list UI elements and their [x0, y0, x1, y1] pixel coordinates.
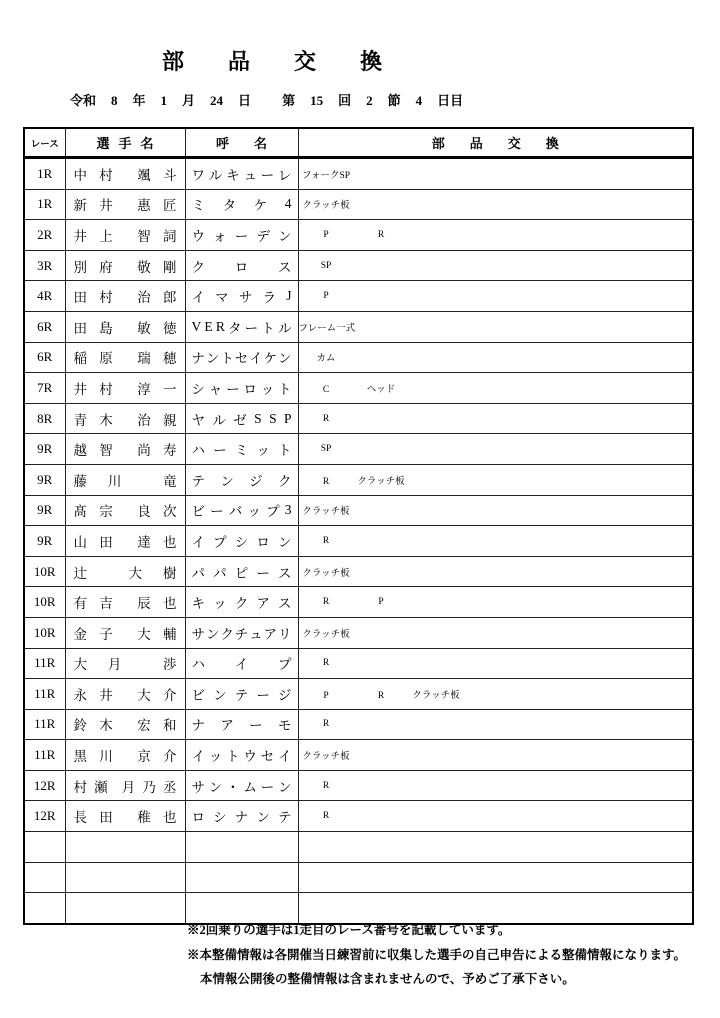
player-name-cell: 稲 原 瑞 穂 [65, 342, 185, 373]
player-name-cell [65, 832, 185, 863]
date-line [70, 92, 463, 110]
parts-exchange-cell [298, 556, 693, 587]
table-row [24, 770, 693, 801]
race-number-cell: 9R [24, 526, 65, 557]
race-number-cell: 10R [24, 617, 65, 648]
part-item: カム [316, 354, 336, 365]
date-token: 日 [238, 93, 252, 108]
machine-name-cell: キ ッ ク ア ス [185, 587, 298, 618]
table-row [24, 342, 693, 373]
date-token: 1 [160, 93, 168, 108]
part-item: R [322, 476, 330, 487]
part-item: クラッチ板 [302, 752, 350, 763]
date-token: 回 [338, 93, 352, 108]
table-row [24, 311, 693, 342]
parts-exchange-cell [298, 434, 693, 465]
player-name-cell: 越 智 尚 寿 [65, 434, 185, 465]
header-race: レース [24, 128, 65, 158]
part-item: クラッチ板 [302, 507, 350, 518]
machine-name-cell: シ ャ ー ロ ッ ト [185, 373, 298, 404]
footnotes [187, 918, 686, 992]
player-name-cell [65, 862, 185, 893]
parts-exchange-cell [298, 740, 693, 771]
date-token: 15 [310, 93, 324, 108]
race-number-cell: 10R [24, 587, 65, 618]
machine-name-cell: ナ ア ー モ [185, 709, 298, 740]
parts-exchange-cell [298, 495, 693, 526]
player-name-cell: 田 村 治 郎 [65, 281, 185, 312]
table-row [24, 526, 693, 557]
parts-exchange-cell [298, 342, 693, 373]
table-row [24, 617, 693, 648]
parts-exchange-cell [298, 220, 693, 251]
table-row [24, 158, 693, 190]
table-row [24, 495, 693, 526]
parts-exchange-cell [298, 709, 693, 740]
race-number-cell: 11R [24, 709, 65, 740]
machine-name-cell: イ マ サ ラ J [185, 281, 298, 312]
player-name-cell: 井 村 淳 一 [65, 373, 185, 404]
machine-name-cell: ウ ォ ー デ ン [185, 220, 298, 251]
part-item: P [323, 229, 329, 240]
machine-name-cell: テ ン ジ ク [185, 464, 298, 495]
table-row [24, 189, 693, 220]
table-row [24, 403, 693, 434]
part-item: SP [320, 260, 332, 271]
table-row [24, 648, 693, 679]
race-number-cell: 12R [24, 770, 65, 801]
table-header-row [24, 128, 693, 158]
parts-exchange-cell [298, 832, 693, 863]
part-item: C [322, 384, 330, 395]
machine-name-cell: ミ タ ケ 4 [185, 189, 298, 220]
player-name-cell: 井 上 智 詞 [65, 220, 185, 251]
page-title: 部品交換 [162, 49, 427, 74]
race-number-cell: 3R [24, 250, 65, 281]
machine-name-cell: ハ ー ミ ッ ト [185, 434, 298, 465]
race-number-cell: 9R [24, 434, 65, 465]
part-item: P [323, 690, 329, 701]
date-token: 24 [210, 93, 224, 108]
machine-name-cell: サ ン ・ ム ー ン [185, 770, 298, 801]
player-name-cell: 藤 川 竜 [65, 464, 185, 495]
machine-name-cell [185, 862, 298, 893]
date-token: 2 [366, 93, 373, 108]
date-token [266, 104, 267, 105]
parts-exchange-table [23, 127, 694, 925]
part-item: R [322, 413, 330, 424]
parts-exchange-cell [298, 250, 693, 281]
parts-exchange-cell [298, 158, 693, 190]
race-number-cell: 6R [24, 311, 65, 342]
race-number-cell: 9R [24, 464, 65, 495]
player-name-cell: 髙 宗 良 次 [65, 495, 185, 526]
machine-name-cell: ナ ン ト セ イ ケ ン [185, 342, 298, 373]
race-number-cell: 10R [24, 556, 65, 587]
part-item: P [323, 291, 329, 302]
part-item: ヘッド [366, 384, 396, 395]
table-row [24, 832, 693, 863]
part-item: R [322, 780, 330, 791]
parts-exchange-cell [298, 587, 693, 618]
race-number-cell: 4R [24, 281, 65, 312]
table-row [24, 464, 693, 495]
machine-name-cell: ロ シ ナ ン テ [185, 801, 298, 832]
machine-name-cell: ク ロ ス [185, 250, 298, 281]
machine-name-cell: ビ ン テ ー ジ [185, 679, 298, 710]
table-row [24, 281, 693, 312]
race-number-cell [24, 893, 65, 924]
date-token: 令和 [70, 93, 97, 108]
player-name-cell [65, 893, 185, 924]
player-name-cell: 永 井 大 介 [65, 679, 185, 710]
player-name-cell: 新 井 惠 匠 [65, 189, 185, 220]
player-name-cell: 中 村 颯 斗 [65, 158, 185, 190]
table-row [24, 801, 693, 832]
part-item: フォークSP [301, 170, 351, 181]
part-item: クラッチ板 [302, 629, 350, 640]
race-number-cell: 1R [24, 189, 65, 220]
table-row [24, 434, 693, 465]
player-name-cell: 大 月 渉 [65, 648, 185, 679]
part-item: R [377, 690, 385, 701]
table-row [24, 373, 693, 404]
race-number-cell: 11R [24, 740, 65, 771]
player-name-cell: 青 木 治 親 [65, 403, 185, 434]
part-item: P [378, 597, 384, 608]
machine-name-cell: V E R タ ー ト ル [185, 311, 298, 342]
part-item: クラッチ板 [302, 201, 350, 212]
machine-name-cell: イ プ シ ロ ン [185, 526, 298, 557]
machine-name-cell: ワ ル キ ュ ー レ [185, 158, 298, 190]
date-token: 月 [182, 93, 196, 108]
part-item: R [322, 811, 330, 822]
race-number-cell: 11R [24, 648, 65, 679]
race-number-cell [24, 862, 65, 893]
player-name-cell: 有 吉 辰 也 [65, 587, 185, 618]
player-name-cell: 辻 大 樹 [65, 556, 185, 587]
table-row [24, 862, 693, 893]
machine-name-cell [185, 832, 298, 863]
machine-name-cell: ビ ー バ ッ プ 3 [185, 495, 298, 526]
table-header [24, 128, 693, 158]
table-row [24, 709, 693, 740]
player-name-cell: 長 田 稚 也 [65, 801, 185, 832]
player-name-cell: 黒 川 京 介 [65, 740, 185, 771]
race-number-cell: 6R [24, 342, 65, 373]
machine-name-cell: ヤ ル ゼ S S P [185, 403, 298, 434]
race-number-cell: 7R [24, 373, 65, 404]
race-number-cell [24, 832, 65, 863]
part-item: R [322, 597, 330, 608]
race-number-cell: 8R [24, 403, 65, 434]
date-token: 第 [282, 93, 296, 108]
machine-name-cell: イ ッ ト ウ セ イ [185, 740, 298, 771]
header-parts-exchange: 部品交換 [298, 128, 693, 158]
machine-name-cell: サ ン ク チ ュ ア リ [185, 617, 298, 648]
player-name-cell: 田 島 敏 徳 [65, 311, 185, 342]
machine-name-cell: パ パ ピ ー ス [185, 556, 298, 587]
player-name-cell: 村 瀬 月 乃 丞 [65, 770, 185, 801]
parts-exchange-cell [298, 770, 693, 801]
header-player-name: 選手名 [65, 128, 185, 158]
date-token: 8 [111, 93, 118, 108]
part-item: クラッチ板 [412, 690, 460, 701]
parts-exchange-cell [298, 801, 693, 832]
parts-exchange-cell [298, 617, 693, 648]
table-row [24, 740, 693, 771]
table-row [24, 220, 693, 251]
table-row [24, 679, 693, 710]
race-number-cell: 11R [24, 679, 65, 710]
race-number-cell: 1R [24, 158, 65, 190]
part-item: R [322, 658, 330, 669]
part-item: R [322, 719, 330, 730]
parts-exchange-cell [298, 373, 693, 404]
race-number-cell: 12R [24, 801, 65, 832]
table-row [24, 556, 693, 587]
player-name-cell: 別 府 敬 剛 [65, 250, 185, 281]
player-name-cell: 山 田 達 也 [65, 526, 185, 557]
date-token: 日目 [437, 93, 464, 108]
part-item: フレーム一式 [298, 323, 356, 334]
player-name-cell: 鈴 木 宏 和 [65, 709, 185, 740]
header-machine-name: 呼名 [185, 128, 298, 158]
footnote-line: 本情報公開後の整備情報は含まれませんので、予めご了承下さい。 [200, 972, 575, 987]
footnote-line: ※本整備情報は各開催当日練習前に収集した選手の自己申告による整備情報になります。 [187, 947, 687, 962]
parts-exchange-cell [298, 464, 693, 495]
footnote-line: ※2回乗りの選手は1走目のレース番号を記載しています。 [187, 923, 511, 937]
part-item: R [322, 535, 330, 546]
table-row [24, 250, 693, 281]
table-body [24, 158, 693, 924]
part-item: SP [320, 444, 332, 455]
part-item: クラッチ板 [357, 476, 405, 487]
race-number-cell: 9R [24, 495, 65, 526]
date-token: 年 [132, 93, 146, 108]
parts-exchange-cell [298, 526, 693, 557]
part-item: R [377, 229, 385, 240]
race-number-cell: 2R [24, 220, 65, 251]
parts-exchange-cell [298, 311, 693, 342]
machine-name-cell: ハ イ プ [185, 648, 298, 679]
parts-exchange-cell [298, 189, 693, 220]
table-row [24, 587, 693, 618]
parts-exchange-cell [298, 281, 693, 312]
parts-exchange-cell [298, 403, 693, 434]
date-token: 節 [387, 93, 401, 108]
part-item: クラッチ板 [302, 568, 350, 579]
parts-exchange-cell [298, 648, 693, 679]
date-token: 4 [415, 93, 423, 108]
parts-exchange-cell [298, 679, 693, 710]
player-name-cell: 金 子 大 輔 [65, 617, 185, 648]
parts-exchange-cell [298, 862, 693, 893]
